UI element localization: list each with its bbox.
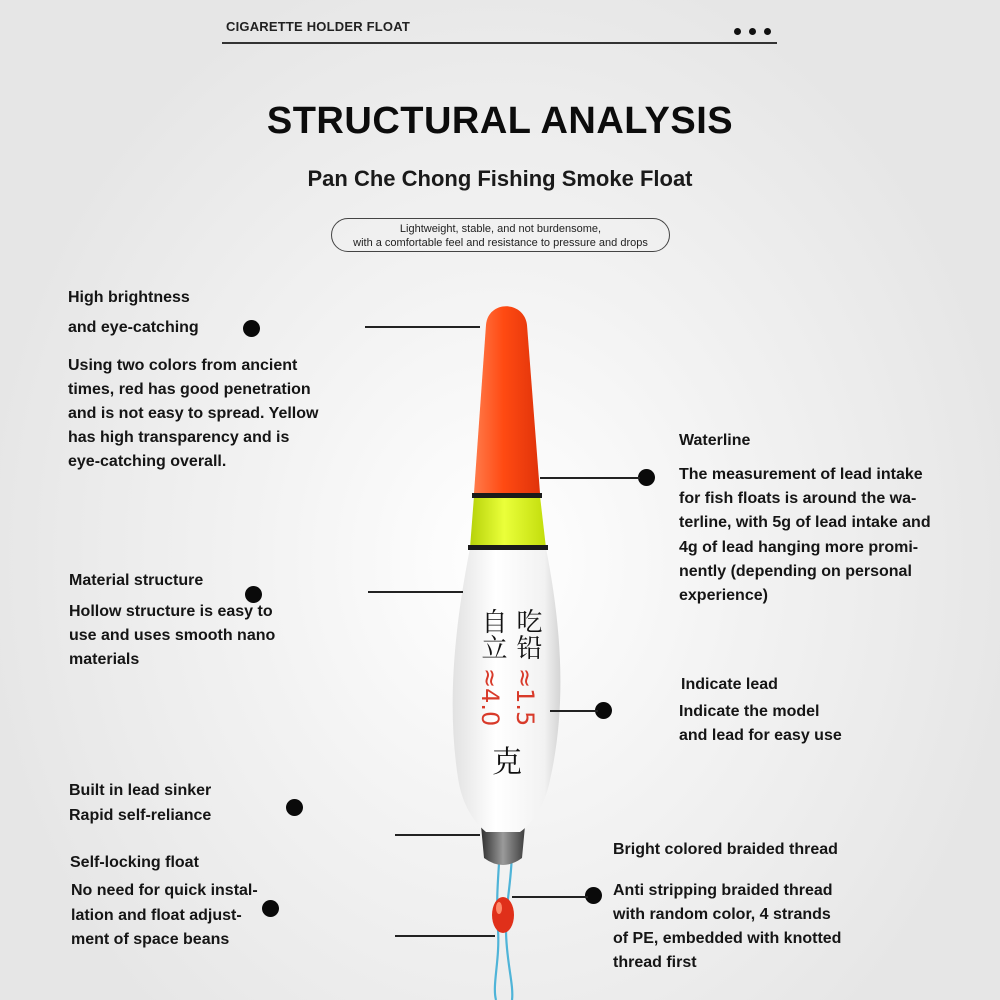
sinker-description: Rapid self-reliance <box>69 807 212 824</box>
page-title: STRUCTURAL ANALYSIS <box>266 100 734 142</box>
float-illustration <box>440 290 570 1000</box>
material-description: Hollow structure is easy to use and uses smooth nano materials <box>69 603 276 668</box>
more-dots-icon[interactable] <box>734 28 771 35</box>
waterline-title: Waterline <box>679 432 751 449</box>
page-subtitle: Pan Che Chong Fishing Smoke Float <box>307 166 693 191</box>
selflock-marker <box>262 900 279 917</box>
sinker-leader-line <box>395 834 480 836</box>
selflock-leader-line <box>395 935 495 937</box>
red-tip <box>474 306 540 493</box>
thread-description: Anti stripping braided thread with random color, 4 strands of PE, embedded with knotted thread first <box>613 882 842 971</box>
selflock-description: No need for quick instal- lation and float adjust- ment of space beans <box>71 882 258 948</box>
indicate-title: Indicate lead <box>681 676 778 693</box>
sinker-marker <box>286 799 303 816</box>
selflock-title: Self-locking float <box>70 854 199 871</box>
label-zi-li: 自立 <box>477 608 507 660</box>
thread-leader-line <box>512 896 588 898</box>
waterline-description: The measurement of lead intake for fish floats is around the wa- terline, with 5g of lead intake and 4g of lead hanging more promi- nently (depending on personal experience) <box>679 466 931 605</box>
label-self-value: ≈4.0 <box>476 668 504 727</box>
material-title: Material structure <box>69 572 204 589</box>
tagline-line-1: Lightweight, stable, and not burdensome, <box>399 223 602 235</box>
waterline-marker <box>638 469 655 486</box>
label-chi-qian: 吃铅 <box>512 608 542 660</box>
material-leader-line <box>368 591 463 593</box>
label-unit: 克 <box>492 745 522 780</box>
indicate-description: Indicate the model and lead for easy use <box>679 703 842 744</box>
sinker-title: Built in lead sinker <box>69 782 212 799</box>
thread-title: Bright colored braided thread <box>613 841 838 858</box>
brightness-description: Using two colors from ancient times, red has good penetration and is not easy to spread. Yellow has high transparency and is eye-catching overall. <box>68 357 319 470</box>
brightness-marker <box>243 320 260 337</box>
label-lead-value: ≈1.5 <box>511 668 539 727</box>
header-divider <box>222 42 777 44</box>
header-label: CIGARETTE HOLDER FLOAT <box>226 19 410 34</box>
space-bean <box>492 897 514 933</box>
brightness-title-2: and eye-catching <box>68 319 199 336</box>
tagline-pill <box>331 218 670 252</box>
indicate-leader-line <box>550 710 598 712</box>
brightness-leader-line <box>365 326 480 328</box>
float-body <box>453 548 561 832</box>
brightness-title-1: High brightness <box>68 289 190 306</box>
tagline-line-2: with a comfortable feel and resistance to pressure and drops <box>353 237 648 249</box>
yellow-band <box>470 496 546 548</box>
waterline-leader-line <box>540 477 640 479</box>
